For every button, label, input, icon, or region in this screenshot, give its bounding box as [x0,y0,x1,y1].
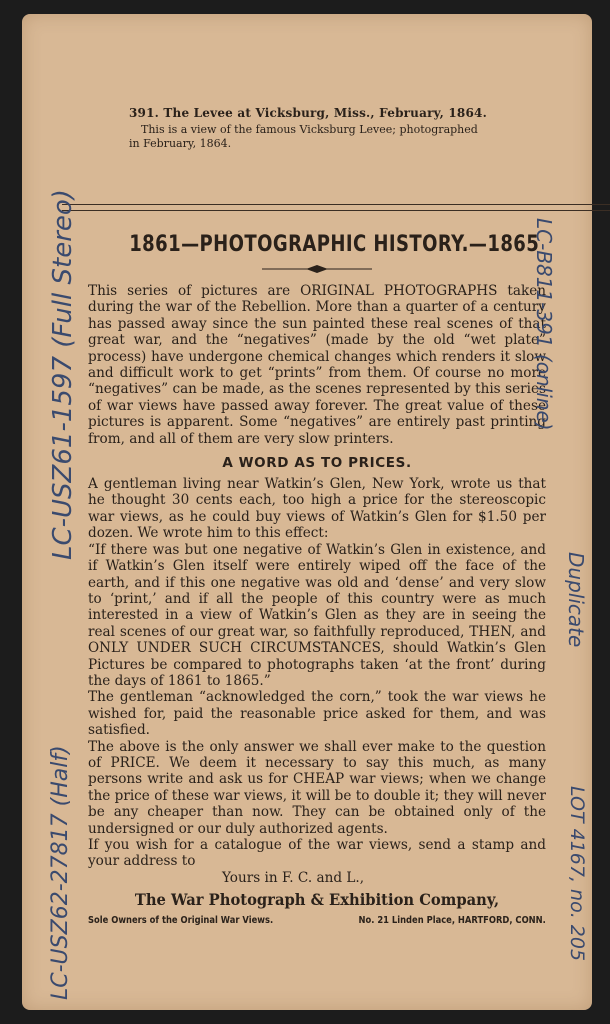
handwritten-call-number-left-top: LC-USZ61-1597 (Full Stereo) [48,189,78,560]
intro-paragraph: This series of pictures are ORIGINAL PHOTOGRAPHS taken during the war of the Rebellion. More than a quarter of a century has passed away since the sun painted these real scenes of that great war, and the “negatives” (made by the old “wet plate” process) have undergone chemical changes which renders it slow and difficult work to get “prints” from them. Of course no more “negatives” can be made, as the scenes represented by this series of war views have passed away forever. The great value of these pictures is apparent. Some “negatives” are entirely past printing from, and all of them are very slow printers. [88,283,546,447]
handwritten-lot-number: LOT 4167, no. 205 [566,786,588,962]
printed-text-block [88,232,546,926]
caption-line-1: This is a view of the famous Vicksburg Levee; photographed [141,123,478,136]
handwritten-call-number-left-bottom: LC-USZ62-27817 (Half) [48,745,73,1000]
prices-paragraph-4: The above is the only answer we shall ever make to the question of PRICE. We deem it necessary to say this much, as many persons write and ask us for CHEAP war views; when we change the price of these war views, it will be to double it; they will never be any cheaper than now. They can be obtained only of the undersigned or our duly authorized agents. [88,738,546,837]
company-name: The War Photograph & Exhibition Company, [134,890,500,910]
handwritten-duplicate-note: Duplicate [564,552,588,648]
caption-line-2: in February, 1864. [129,137,232,150]
photo-caption [129,106,539,151]
ornament-divider [262,265,372,273]
prices-paragraph-3: The gentleman “acknowledged the corn,” took the war views he wished for, paid the reasonable price asked for them, and was satisfied. [88,689,546,739]
caption-title: 391. The Levee at Vicksburg, Miss., February, 1864. [129,106,487,120]
signoff: Yours in F. C. and L., [222,869,365,886]
page-heading: 1861—PHOTOGRAPHIC HISTORY.—1865 [129,232,540,257]
prices-paragraph-1: A gentleman living near Watkin’s Glen, New York, wrote us that he thought 30 cents each, too high a price for the stereoscopic war views, as he could buy views of Watkin’s Glen for $1.50 per dozen. We wrote him to this effect: [88,476,546,542]
divider-rule-bottom [62,210,610,211]
section-subheading: A WORD AS TO PRICES. [222,455,412,472]
prices-paragraph-5: If you wish for a catalogue of the war views, send a stamp and your address to [88,837,546,870]
prices-paragraph-2: “If there was but one negative of Watkin’s Glen in existence, and if Watkin’s Glen itself were entirely wiped off the face of the earth, and if this one negative was old and ‘dense’ and very slow to ‘print,’ and if all the people of this country were as much interested in a view of Watkin’s Glen as they are in seeing the real scenes of our great war, so faithfully reproduced, THEN, and ONLY UNDER SUCH CIRCUMSTANCES, should Watkin’s Glen Pictures be compared to photographs taken ‘at the front’ during the days of 1861 to 1865.” [88,541,546,689]
divider-rule-top [62,204,610,205]
footer [88,915,546,926]
footer-address: No. 21 Linden Place, HARTFORD, CONN. [358,915,546,927]
footer-owners: Sole Owners of the Original War Views. [88,915,274,927]
handwritten-call-number-right: LC-B811-391 (online) [532,218,556,431]
